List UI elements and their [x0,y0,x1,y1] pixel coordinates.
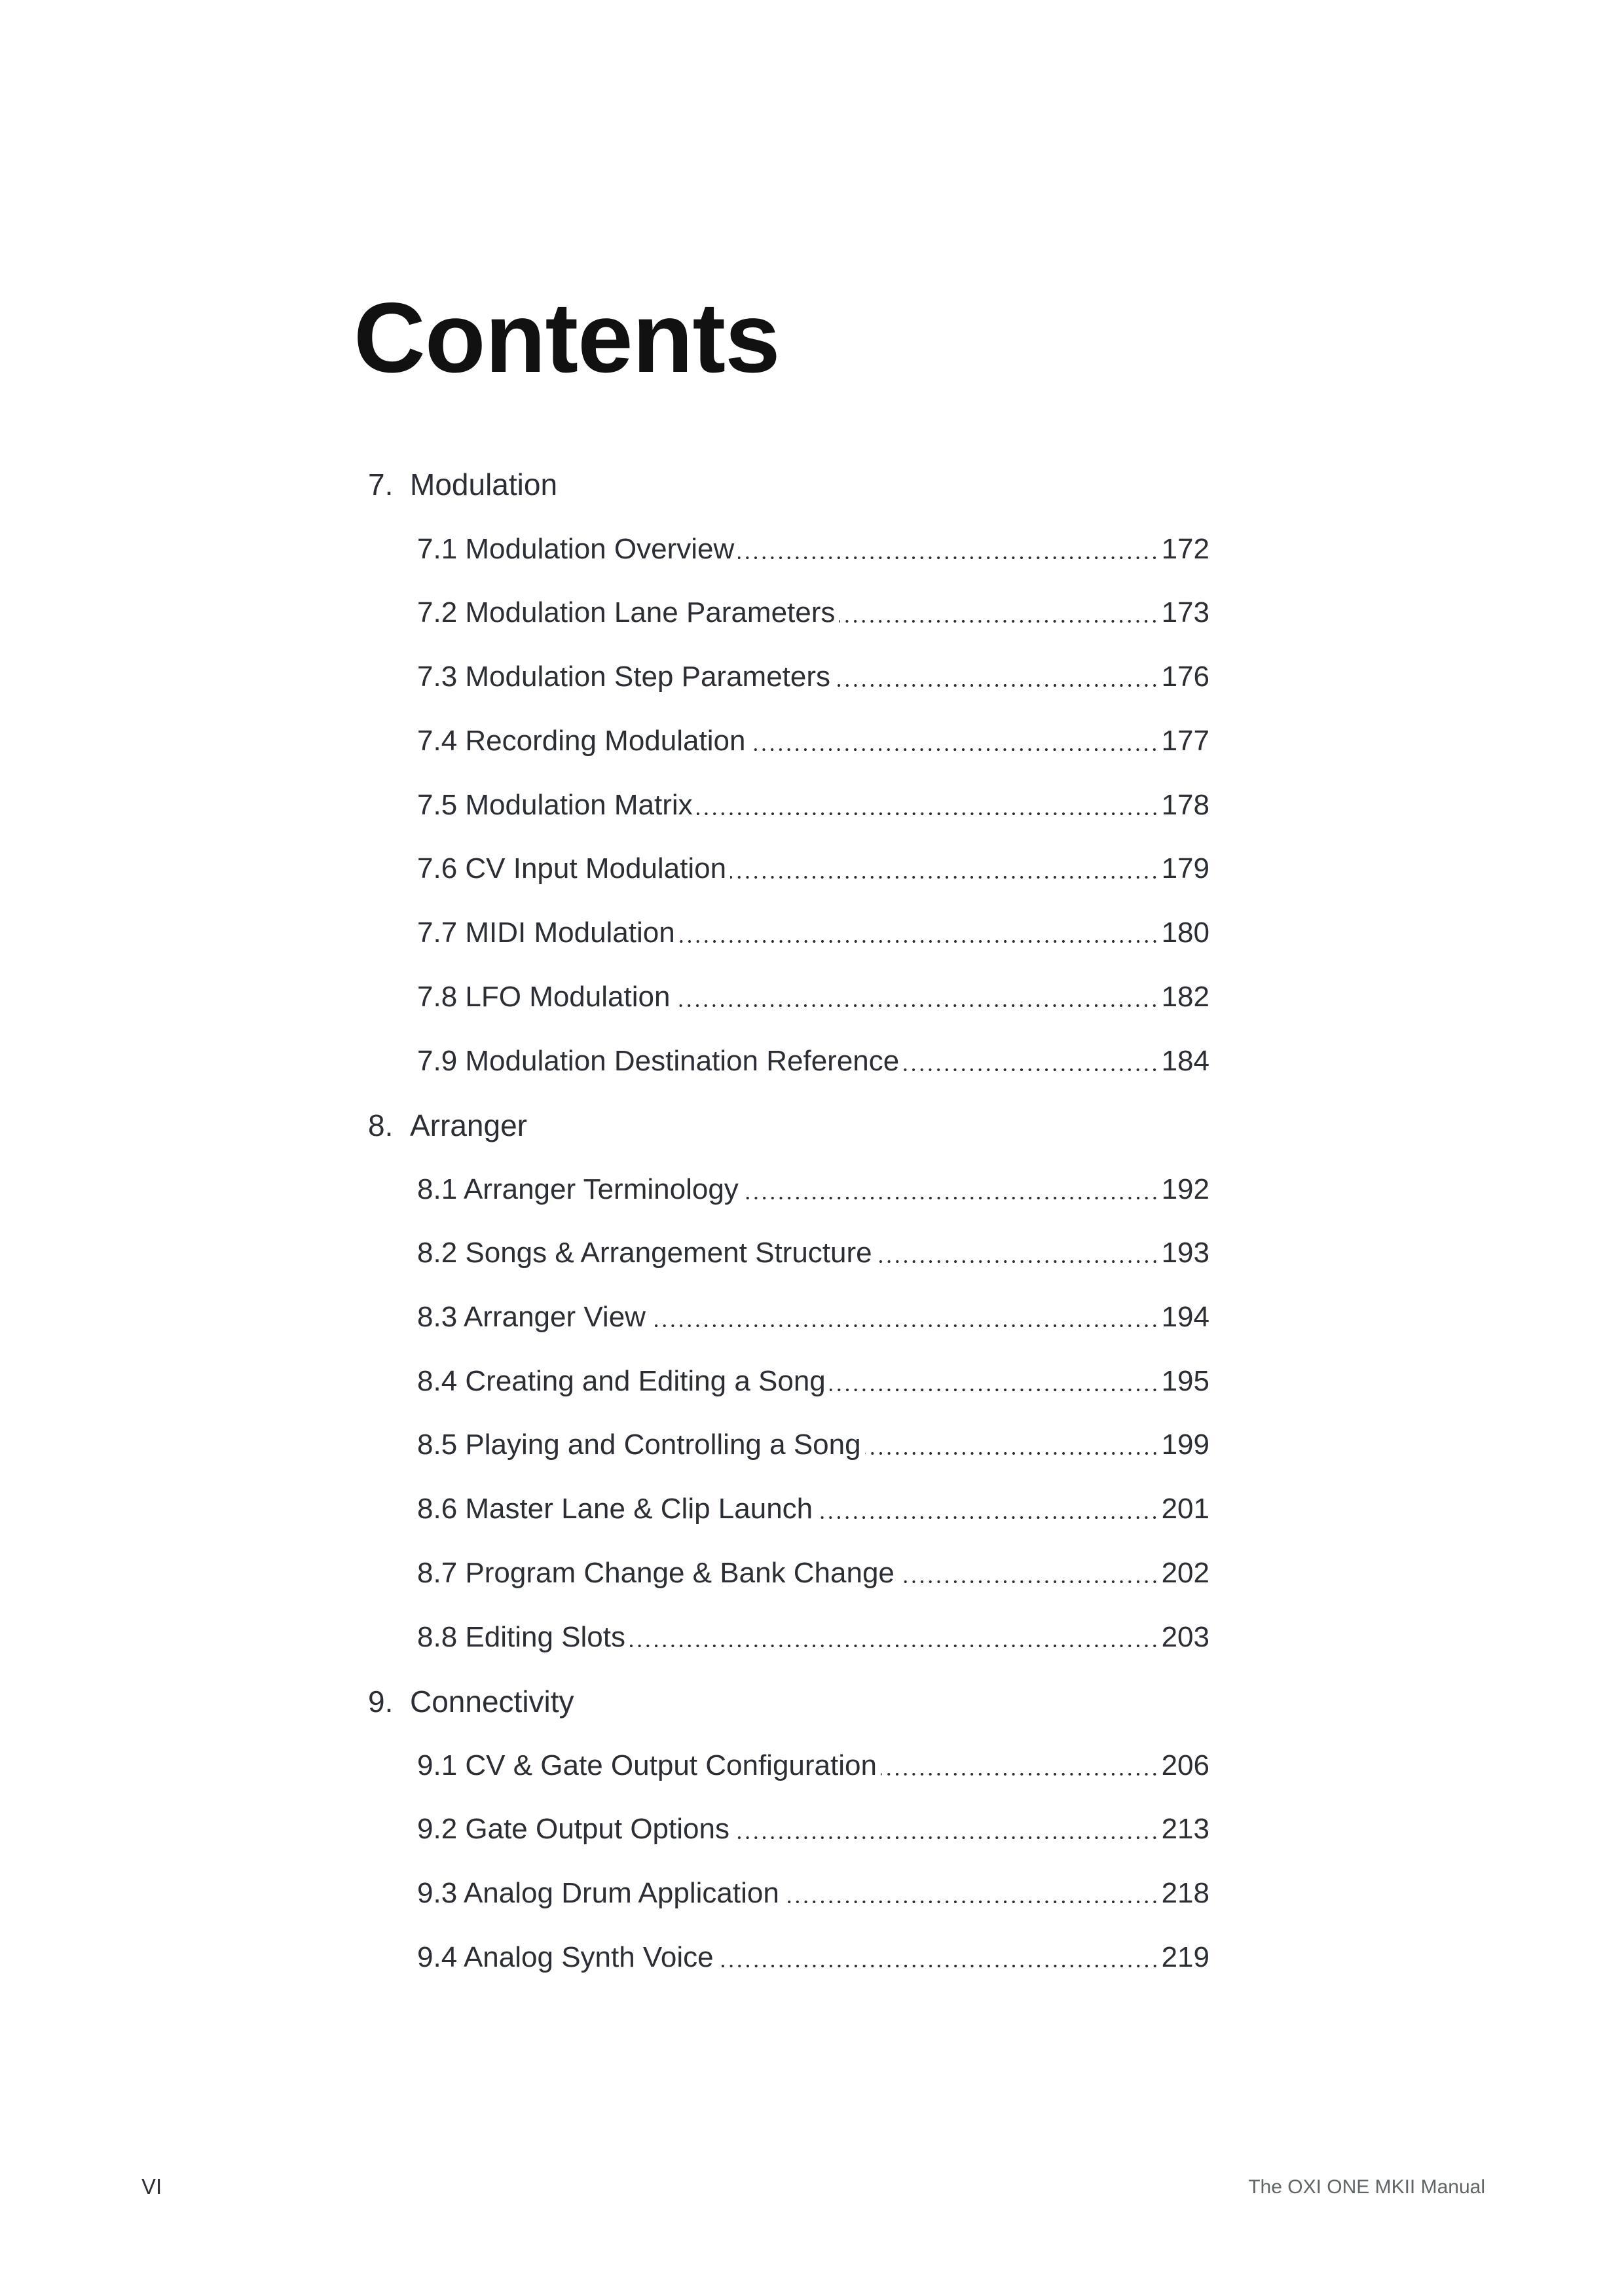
dot-leader [830,1389,1159,1391]
section-title: Arranger [410,1108,527,1142]
toc-section-9[interactable] [368,1686,574,1717]
entry-page: 192 [1161,1173,1209,1205]
dot-leader [730,876,1159,879]
section-title: Modulation [410,467,558,501]
dot-leader [650,1324,1159,1327]
dot-leader [629,1645,1159,1647]
entry-page: 179 [1161,852,1209,884]
entry-label: 7.7 MIDI Modulation [417,917,675,949]
footer-manual-title: The OXI ONE MKII Manual [1248,2176,1485,2198]
toc-entry[interactable] [417,598,1209,628]
entry-label: 8.1 Arranger Terminology [417,1173,739,1205]
toc-entry[interactable] [417,1046,1209,1076]
toc-entry[interactable] [417,1942,1209,1973]
dot-leader [738,556,1158,559]
toc-entry[interactable] [417,534,1209,564]
dot-leader [697,812,1159,815]
toc-entry[interactable] [417,1814,1209,1844]
section-number: 8. [368,1108,394,1142]
dot-leader [834,684,1159,687]
entry-page: 184 [1161,1045,1209,1077]
entry-page: 182 [1161,981,1209,1013]
toc-entry[interactable] [417,790,1209,820]
dot-leader [898,1580,1159,1583]
toc-entry[interactable] [417,662,1209,692]
entry-label: 9.2 Gate Output Options [417,1813,729,1845]
entry-page: 195 [1161,1365,1209,1397]
dot-leader [749,748,1158,751]
entry-page: 219 [1161,1941,1209,1973]
entry-page: 194 [1161,1301,1209,1333]
toc-section-7[interactable] [368,469,557,500]
entry-page: 203 [1161,1621,1209,1653]
dot-leader [743,1197,1159,1199]
toc-entry[interactable] [417,1302,1209,1332]
dot-leader [903,1068,1158,1071]
page-title: Contents [354,282,780,393]
entry-label: 7.5 Modulation Matrix [417,789,693,821]
dot-leader [881,1773,1159,1776]
dot-leader [876,1260,1159,1263]
toc-entry[interactable] [417,1494,1209,1524]
entry-page: 218 [1161,1877,1209,1909]
entry-page: 206 [1161,1749,1209,1781]
entry-label: 8.2 Songs & Arrangement Structure [417,1237,872,1269]
entry-label: 7.6 CV Input Modulation [417,852,727,884]
toc-section-8[interactable] [368,1110,527,1140]
entry-page: 172 [1161,533,1209,565]
section-number: 9. [368,1685,394,1719]
entry-label: 7.4 Recording Modulation [417,725,746,757]
entry-label: 7.2 Modulation Lane Parameters [417,596,836,629]
entry-label: 7.1 Modulation Overview [417,533,735,565]
entry-page: 193 [1161,1237,1209,1269]
entry-page: 202 [1161,1557,1209,1589]
toc-entry[interactable] [417,1366,1209,1396]
entry-label: 8.7 Program Change & Bank Change [417,1557,895,1589]
toc-entry[interactable] [417,1878,1209,1908]
entry-label: 9.4 Analog Synth Voice [417,1941,714,1973]
dot-leader [817,1516,1158,1519]
entry-page: 177 [1161,725,1209,757]
entry-page: 199 [1161,1429,1209,1461]
entry-page: 201 [1161,1493,1209,1525]
dot-leader [783,1901,1159,1903]
dot-leader [733,1836,1159,1839]
entry-page: 173 [1161,596,1209,629]
toc-entry[interactable] [417,1238,1209,1268]
toc-entry[interactable] [417,1430,1209,1460]
toc-entry[interactable] [417,726,1209,756]
entry-page: 178 [1161,789,1209,821]
toc-entry[interactable] [417,854,1209,884]
entry-label: 7.9 Modulation Destination Reference [417,1045,900,1077]
entry-label: 7.3 Modulation Step Parameters [417,661,831,693]
toc-entry[interactable] [417,1558,1209,1588]
toc-entry[interactable] [417,982,1209,1012]
entry-page: 176 [1161,661,1209,693]
toc-entry[interactable] [417,918,1209,948]
entry-label: 8.5 Playing and Controlling a Song [417,1429,861,1461]
entry-label: 8.4 Creating and Editing a Song [417,1365,826,1397]
section-title: Connectivity [410,1685,574,1719]
dot-leader [674,1004,1158,1007]
entry-label: 8.6 Master Lane & Clip Launch [417,1493,813,1525]
toc-entry[interactable] [417,1175,1209,1205]
entry-label: 9.1 CV & Gate Output Configuration [417,1749,877,1781]
footer-page-number: VI [141,2174,162,2198]
dot-leader [679,940,1159,943]
entry-label: 9.3 Analog Drum Application [417,1877,779,1909]
entry-page: 213 [1161,1813,1209,1845]
toc-entry[interactable] [417,1751,1209,1781]
entry-label: 8.3 Arranger View [417,1301,646,1333]
entry-page: 180 [1161,917,1209,949]
entry-label: 8.8 Editing Slots [417,1621,625,1653]
entry-label: 7.8 LFO Modulation [417,981,671,1013]
dot-leader [839,620,1158,623]
section-number: 7. [368,467,394,501]
toc-entry[interactable] [417,1622,1209,1652]
dot-leader [718,1965,1159,1967]
dot-leader [865,1452,1159,1455]
